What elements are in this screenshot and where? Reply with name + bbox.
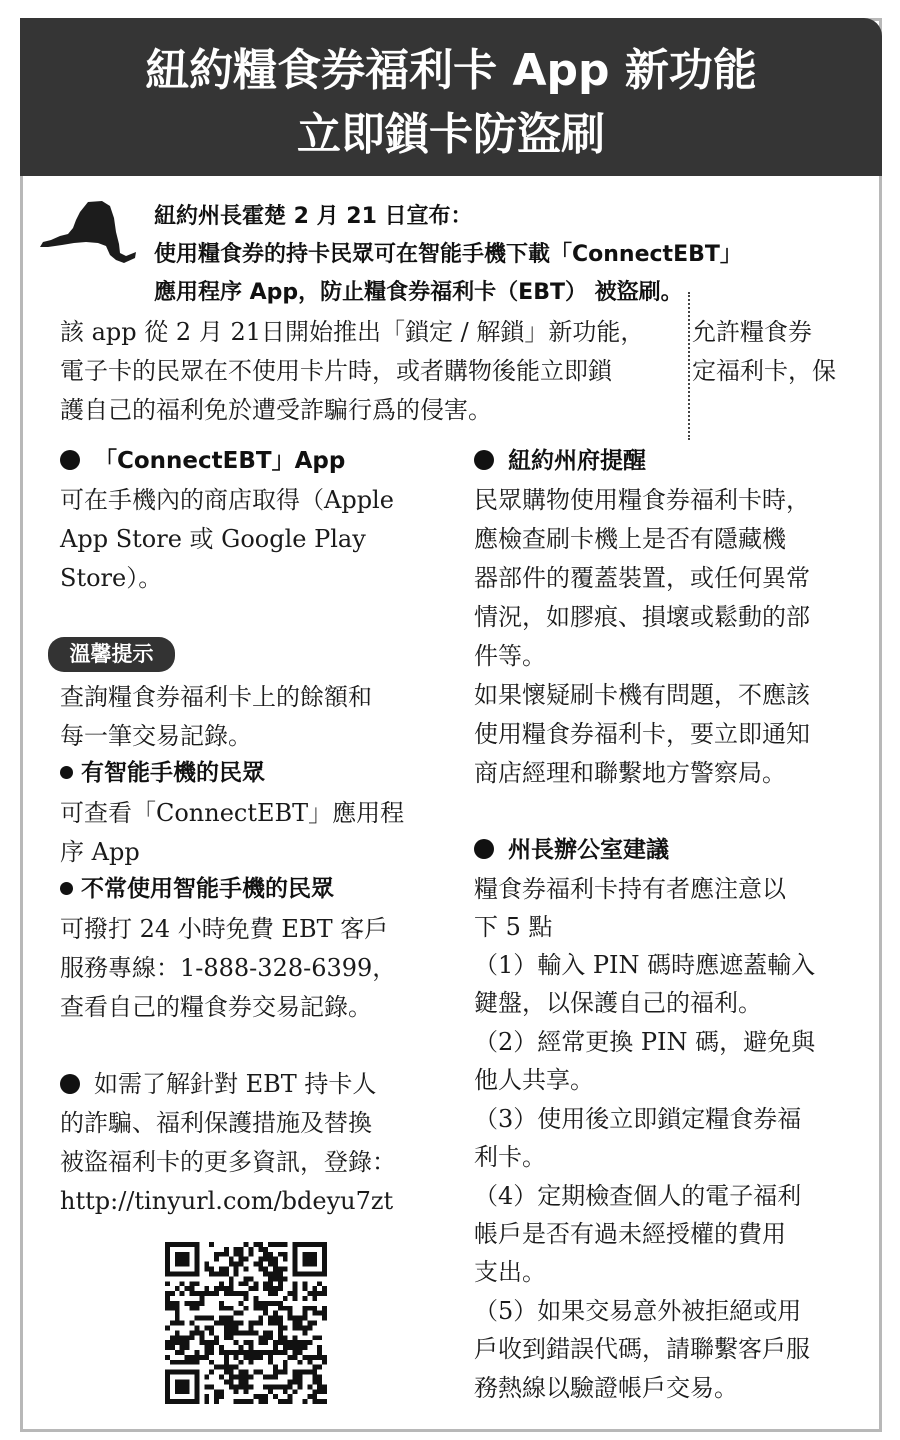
tip-badge: 溫馨提示 bbox=[48, 637, 175, 672]
hotline-line: 查看自己的糧食券交易記錄。 bbox=[60, 993, 372, 1021]
bullet-icon bbox=[474, 450, 494, 470]
tip-line: 每一筆交易記錄。 bbox=[60, 722, 252, 750]
advice-line: 下 5 點 bbox=[474, 913, 553, 941]
app-info-line: Store）。 bbox=[60, 564, 163, 592]
advice-line: 務熱線以驗證帳戶交易。 bbox=[474, 1374, 738, 1402]
bullet-icon bbox=[60, 882, 73, 895]
info-url-link[interactable]: http://tinyurl.com/bdeyu7zt bbox=[60, 1187, 394, 1215]
advice-line: 戶收到錯誤代碼，請聯繫客戶服 bbox=[474, 1335, 810, 1363]
advice-line: 支出。 bbox=[474, 1258, 546, 1286]
reminder-line: 件等。 bbox=[474, 642, 546, 670]
bullet-icon bbox=[60, 766, 73, 779]
app-info-line: 可在手機內的商店取得（Apple bbox=[60, 486, 394, 514]
page-title: 紐約糧食券福利卡 App 新功能 bbox=[145, 45, 757, 96]
intro-body-line: 該 app 從 2 月 21日開始推出「鎖定 / 解鎖」新功能， bbox=[60, 318, 645, 346]
new-york-state-map-icon bbox=[40, 200, 138, 270]
dotted-divider bbox=[688, 292, 690, 440]
advice-line: （1）輸入 PIN 碼時應遮蓋輸入 bbox=[474, 951, 816, 979]
advice-line: 帳戶是否有過未經授權的費用 bbox=[474, 1220, 786, 1248]
advice-line: （4）定期檢查個人的電子福利 bbox=[474, 1182, 802, 1210]
more-info-line: 如需了解針對 EBT 持卡人 bbox=[60, 1065, 376, 1103]
intro-side-line: 定福利卡，保 bbox=[692, 357, 836, 385]
advice-line: 利卡。 bbox=[474, 1143, 546, 1171]
intro-body-line: 護自己的福利免於遭受詐騙行爲的侵害。 bbox=[60, 396, 492, 424]
advice-line: 糧食券福利卡持有者應注意以 bbox=[474, 875, 786, 903]
intro-lead-line: 應用程序 App，防止糧食券福利卡（EBT） 被盜刷。 bbox=[154, 280, 683, 305]
bullet-icon bbox=[60, 450, 80, 470]
advice-line: （2）經常更換 PIN 碼，避免與 bbox=[474, 1028, 816, 1056]
bullet-icon bbox=[60, 1074, 80, 1094]
intro-lead-line: 使用糧食券的持卡民眾可在智能手機下載「ConnectEBT」 bbox=[154, 242, 742, 267]
advice-line: 鍵盤，以保護自己的福利。 bbox=[474, 989, 762, 1017]
reminder-line: 情況，如膠痕、損壞或鬆動的部 bbox=[474, 603, 810, 631]
advice-line: 他人共享。 bbox=[474, 1066, 594, 1094]
intro-lead-line: 紐約州長霍楚 2 月 21 日宣布： bbox=[154, 204, 473, 229]
page-subtitle: 立即鎖卡防盜刷 bbox=[297, 109, 605, 160]
reminder-line: 器部件的覆蓋裝置，或任何異常 bbox=[474, 564, 810, 592]
reminder-line: 使用糧食券福利卡，要立即通知 bbox=[474, 720, 810, 748]
header-banner bbox=[20, 18, 882, 176]
advice-line: （5）如果交易意外被拒絕或用 bbox=[474, 1297, 802, 1325]
reminder-line: 民眾購物使用糧食券福利卡時， bbox=[474, 486, 810, 514]
non-smartphone-users-heading: 不常使用智能手機的民眾 bbox=[60, 872, 334, 906]
more-info-line: 被盜福利卡的更多資訊，登錄： bbox=[60, 1148, 396, 1176]
reminder-line: 應檢查刷卡機上是否有隱藏機 bbox=[474, 525, 786, 553]
reminder-line: 商店經理和聯繫地方警察局。 bbox=[474, 759, 786, 787]
smartphone-line: 可查看「ConnectEBT」應用程 bbox=[60, 799, 405, 827]
tip-line: 查詢糧食券福利卡上的餘額和 bbox=[60, 683, 372, 711]
app-info-line: App Store 或 Google Play bbox=[60, 525, 366, 553]
hotline-line: 可撥打 24 小時免費 EBT 客戶 bbox=[60, 915, 389, 943]
advice-line: （3）使用後立即鎖定糧食券福 bbox=[474, 1105, 802, 1133]
qr-code-icon[interactable] bbox=[165, 1242, 327, 1404]
hotline-line: 服務專線：1-888-328-6399， bbox=[60, 954, 397, 982]
more-info-line: 的詐騙、福利保護措施及替換 bbox=[60, 1109, 372, 1137]
bullet-icon bbox=[474, 839, 494, 859]
intro-body-line: 電子卡的民眾在不使用卡片時，或者購物後能立即鎖 bbox=[60, 357, 612, 385]
connectebt-app-heading: 「ConnectEBT」App bbox=[60, 444, 345, 478]
intro-side-line: 允許糧食券 bbox=[692, 318, 812, 346]
smartphone-users-heading: 有智能手機的民眾 bbox=[60, 756, 265, 790]
reminder-line: 如果懷疑刷卡機有問題，不應該 bbox=[474, 681, 810, 709]
smartphone-line: 序 App bbox=[60, 838, 140, 866]
state-reminder-heading: 紐約州府提醒 bbox=[474, 444, 646, 478]
governor-advice-heading: 州長辦公室建議 bbox=[474, 833, 669, 867]
